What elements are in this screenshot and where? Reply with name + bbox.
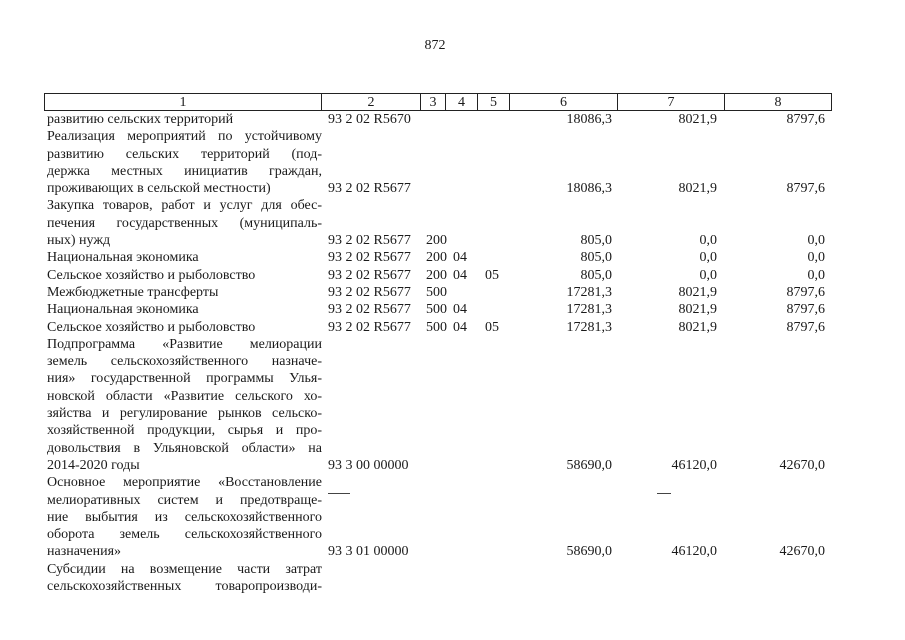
row-description: Основное мероприятие «Восстановление [47, 475, 322, 491]
row-value-6: 18086,3 [566, 112, 612, 127]
row-description: Подпрограмма «Развитие мелиорации [47, 336, 322, 352]
row-code: 93 2 02 R5677 [328, 302, 411, 318]
row-value-6: 58690,0 [566, 457, 612, 473]
row-code: 93 3 01 00000 [328, 544, 409, 560]
header-col-7: 7 [618, 94, 725, 110]
row-description: зяйства и регулирование рынков сельско- [47, 406, 322, 422]
table-row [0, 284, 905, 301]
table-row [0, 457, 905, 474]
row-value-8: 8797,6 [786, 302, 825, 318]
row-value-6: 805,0 [580, 267, 612, 283]
row-col-5: 05 [485, 319, 499, 335]
row-col-4: 04 [453, 250, 467, 266]
table-row [0, 543, 905, 560]
table-row [0, 301, 905, 318]
row-description: печения государственных (муниципаль- [47, 215, 322, 231]
table-row [0, 163, 905, 180]
row-value-8: 8797,6 [786, 112, 825, 127]
row-value-8: 0,0 [807, 233, 825, 249]
row-description: Национальная экономика [47, 250, 199, 266]
row-value-6: 17281,3 [566, 319, 612, 335]
table-row [0, 388, 905, 405]
row-description: развитию сельских территорий [47, 112, 234, 127]
header-col-2: 2 [322, 94, 421, 110]
row-value-6: 58690,0 [566, 544, 612, 560]
row-code: 93 2 02 R5677 [328, 267, 411, 283]
table-row [0, 336, 905, 353]
row-description: оборота земель сельскохозяйственного [47, 527, 322, 543]
row-value-7: 8021,9 [678, 181, 717, 197]
row-col-3: 200 [426, 267, 447, 283]
row-description: Сельское хозяйство и рыболовство [47, 319, 256, 335]
row-value-6: 17281,3 [566, 284, 612, 300]
row-value-7: 8021,9 [678, 284, 717, 300]
row-value-7: 0,0 [699, 250, 717, 266]
row-value-8: 8797,6 [786, 319, 825, 335]
row-value-8: 0,0 [807, 267, 825, 283]
row-description: Сельское хозяйство и рыболовство [47, 267, 256, 283]
table-row [0, 370, 905, 387]
row-code: 93 2 02 R5677 [328, 233, 411, 249]
row-description: 2014-2020 годы [47, 457, 140, 473]
page-number: 872 [424, 38, 446, 53]
table-header [44, 93, 832, 111]
row-col-3: 200 [426, 233, 447, 249]
table-row [0, 128, 905, 145]
header-col-6: 6 [510, 94, 618, 110]
row-col-4: 04 [453, 319, 467, 335]
row-col-5: 05 [485, 267, 499, 283]
table-row [0, 146, 905, 163]
row-value-8: 8797,6 [786, 181, 825, 197]
row-col-3: 500 [426, 284, 447, 300]
table-row [0, 215, 905, 232]
scan-dash [657, 493, 671, 494]
row-col-4: 04 [453, 302, 467, 318]
table-row [0, 197, 905, 214]
row-description: проживающих в сельской местности) [47, 181, 271, 197]
header-col-8: 8 [774, 95, 782, 110]
row-col-3: 500 [426, 302, 447, 318]
table-row [0, 267, 905, 284]
row-code: 93 3 00 00000 [328, 457, 409, 473]
table-row [0, 526, 905, 543]
row-code: 93 2 02 R5677 [328, 181, 411, 197]
row-value-7: 8021,9 [678, 302, 717, 318]
row-value-8: 42670,0 [779, 544, 825, 560]
row-value-7: 46120,0 [671, 544, 717, 560]
row-value-6: 805,0 [580, 250, 612, 266]
table-row [0, 509, 905, 526]
row-description: новской области «Развитие сельского хо- [47, 388, 322, 404]
row-code: 93 2 02 R5677 [328, 319, 411, 335]
table-row [0, 474, 905, 491]
row-value-6: 17281,3 [566, 302, 612, 318]
row-description: Национальная экономика [47, 302, 199, 318]
row-description: Межбюджетные трансферты [47, 284, 219, 300]
table-row [0, 440, 905, 457]
row-value-7: 0,0 [699, 233, 717, 249]
scan-dash [328, 493, 350, 494]
row-description: Закупка товаров, работ и услуг для обес- [47, 198, 322, 214]
row-code: 93 2 02 R5670 [328, 112, 411, 127]
row-col-3: 500 [426, 319, 447, 335]
row-value-8: 0,0 [807, 250, 825, 266]
row-value-6: 18086,3 [566, 181, 612, 197]
row-col-4: 04 [453, 267, 467, 283]
table-row [0, 405, 905, 422]
row-description: ния» государственной программы Улья- [47, 371, 322, 387]
row-description: земель сельскохозяйственного назначе- [47, 354, 322, 370]
table-row [0, 578, 905, 595]
table-row [0, 319, 905, 336]
row-value-8: 42670,0 [779, 457, 825, 473]
row-code: 93 2 02 R5677 [328, 284, 411, 300]
header-col-1: 1 [45, 94, 322, 110]
table-row [0, 232, 905, 249]
row-description: развитию сельских территорий (под- [47, 146, 322, 162]
row-description: хозяйственной продукции, сырья и про- [47, 423, 322, 439]
row-description: Субсидии на возмещение части затрат [47, 561, 322, 577]
row-description: Реализация мероприятий по устойчивому [47, 129, 322, 145]
row-value-8: 8797,6 [786, 284, 825, 300]
table-row [0, 353, 905, 370]
row-code: 93 2 02 R5677 [328, 250, 411, 266]
header-col-3: 3 [421, 94, 446, 110]
row-description: довольствия в Ульяновской области» на [47, 440, 322, 456]
row-value-7: 46120,0 [671, 457, 717, 473]
row-description: держка местных инициатив граждан, [47, 163, 322, 179]
row-value-6: 805,0 [580, 233, 612, 249]
row-value-7: 8021,9 [678, 319, 717, 335]
row-value-7: 0,0 [699, 267, 717, 283]
table-row [0, 422, 905, 439]
table-body [0, 111, 905, 595]
table-row [0, 561, 905, 578]
table-row [0, 111, 905, 128]
row-value-7: 8021,9 [678, 112, 717, 127]
header-col-4: 4 [446, 94, 478, 110]
row-description: мелиоративных систем и предотвраще- [47, 492, 322, 508]
row-description: назначения» [47, 544, 122, 560]
header-col-5: 5 [478, 94, 510, 110]
table-row [0, 492, 905, 509]
row-description: сельскохозяйственных товаропроизводи- [47, 579, 322, 595]
row-description: ние выбытия из сельскохозяйственного [47, 509, 322, 525]
row-col-3: 200 [426, 250, 447, 266]
row-description: ных) нужд [47, 233, 111, 249]
table-row [0, 249, 905, 266]
table-row [0, 180, 905, 197]
